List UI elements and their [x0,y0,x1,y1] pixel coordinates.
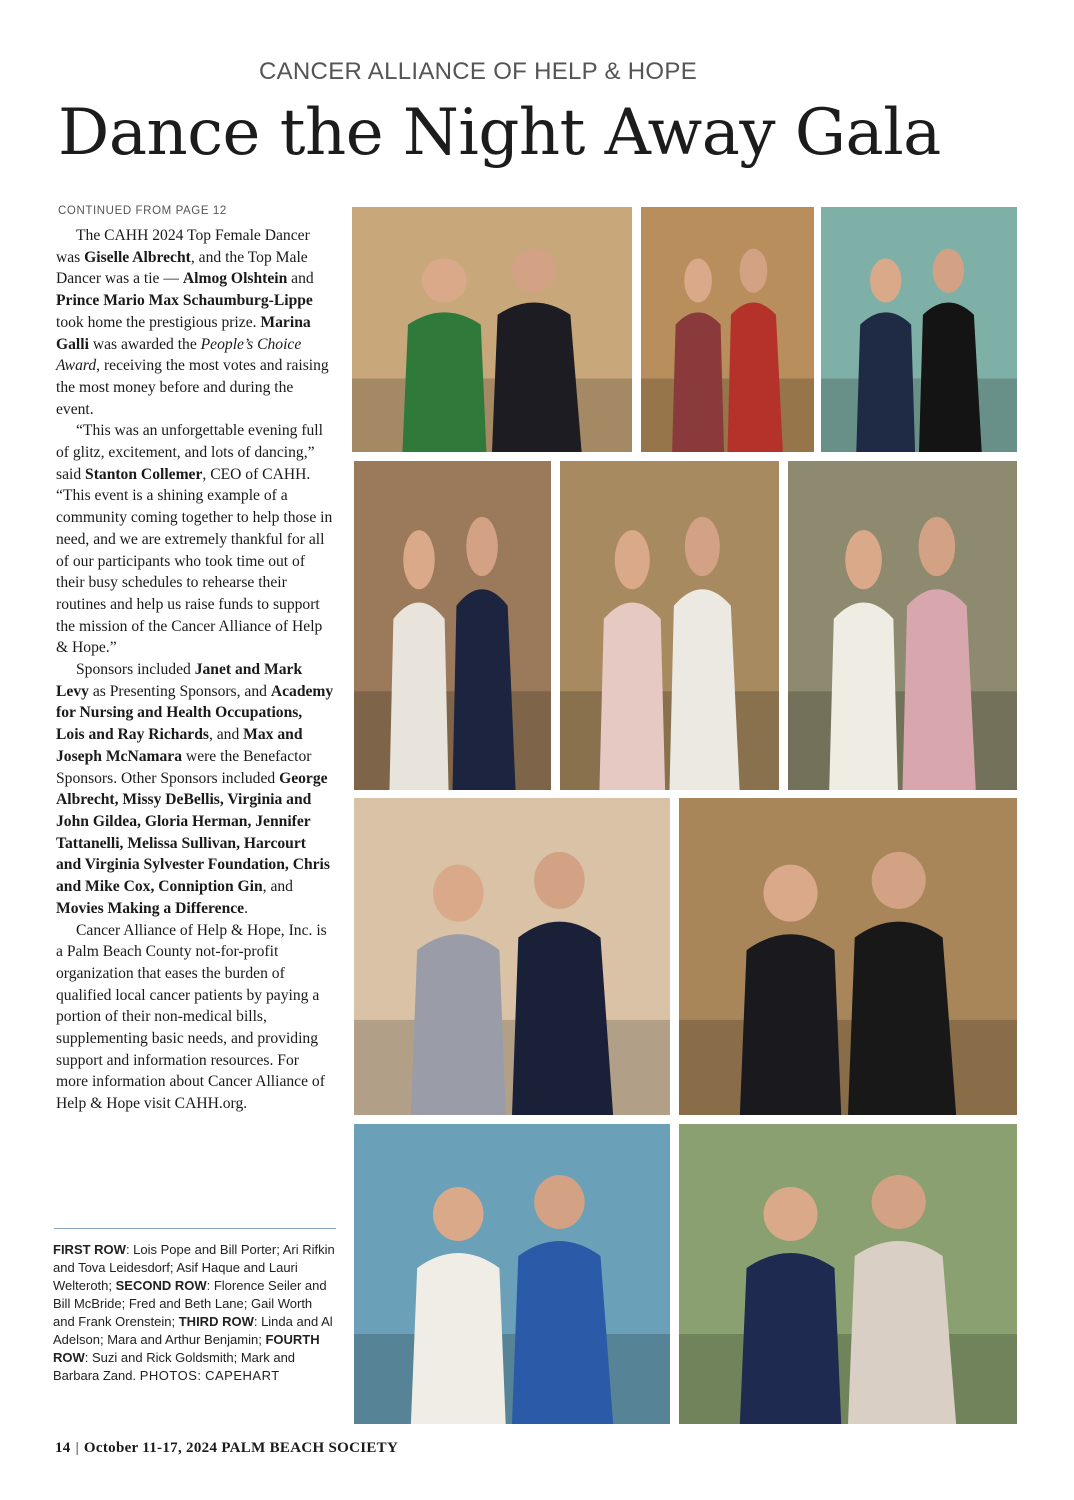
figure-body [672,312,724,452]
benefactor-sponsors-2: Max and Joseph McNamara [56,726,303,765]
benefactor-sponsors: Academy for Nursing and Health Occupations, Lois and Ray Richards [56,682,334,744]
sponsor-movies: Movies Making a Difference [56,899,245,917]
caption-divider [54,1228,336,1229]
figure-head [403,530,435,589]
figure-body [411,1253,506,1424]
photo-floor [560,691,779,790]
figure-body [402,312,486,452]
other-sponsors: George Albrecht, Missy DeBellis, Virginia and John Gildea, Gloria Herman, Jennifer Tattanelli, Melissa Sullivan, Harcourt and Virginia Sylvester Foundation, Chris and Mike Cox, Conniption Gin [56,769,330,896]
figure-head [534,1175,585,1229]
figure-body [512,1241,613,1424]
article-body [56,225,334,1115]
caption-text: : Florence Seiler and Bill McBride; Fred and Beth Lane; Gail Worth and Frank Orenstein; [53,1278,327,1329]
figure-body [848,922,956,1115]
text-run: The CAHH 2024 Top Female Dancer was [56,227,310,266]
figure-head [615,530,650,589]
photo-image [352,207,632,452]
publication-name: PALM BEACH SOCIETY [221,1440,399,1456]
name-giselle-albrecht: Giselle Albrecht [84,248,191,266]
figure-head [919,517,956,576]
photo-image [821,207,1017,452]
name-stanton-collemer: Stanton Collemer [85,465,203,483]
photo-floor [354,1334,670,1424]
figure-head [684,258,712,302]
page-title: Dance the Night Away Gala [58,96,941,170]
figure-body [670,589,740,790]
photo-credit-label: PHOTOS: [139,1368,202,1383]
figure-body [389,602,448,790]
photo-image [354,798,670,1115]
photo-suzi-rick-goldsmith [354,1124,670,1424]
text-run: , CEO of CAHH. “This event is a shining example of a community coming together to help those in need, and we are extremely thankful for all of our participants who took time out of their busy schedules to rehearse their routines and help us raise funds to support the mission of the Cancer Alliance of Help & Hope.” [56,465,333,657]
name-marina-galli: Marina Galli [56,313,311,353]
award-name: People’s Choice Award [56,335,302,375]
photo-mark-barbara-zand [679,1124,1017,1424]
figure-head [764,865,818,922]
figure-head [422,258,467,302]
figure-body [848,1241,956,1424]
photo-floor [679,1020,1017,1115]
text-run: . [244,899,248,917]
photo-image [679,798,1017,1115]
caption-row-label: SECOND ROW [115,1278,207,1293]
figure-body [903,589,976,790]
photo-gail-worth-frank-orenstein [788,461,1017,790]
figure-body [492,303,582,452]
photo-fred-beth-lane [560,461,779,790]
figure-body [728,303,783,452]
presenting-sponsors: Janet and Mark Levy [56,661,303,700]
issue-date: October 11-17, 2024 [83,1440,218,1456]
text-run: , receiving the most votes and raising the most money before and during the event. [56,357,329,418]
footer-separator: | [75,1440,79,1456]
photo-florence-seiler-bill-mcbride [354,461,551,790]
photo-floor [354,691,551,790]
figure-body [453,589,516,790]
page-footer [55,1440,398,1457]
photo-lois-pope-bill-porter [352,207,632,452]
text-run: , and [208,726,244,744]
text-run: were the Benefactor Sponsors. Other Sponsors included [56,747,312,787]
photo-ari-rifkin-tova-leidesdorf [641,207,814,452]
photo-linda-al-adelson [354,798,670,1115]
figure-head [433,865,484,922]
paragraph-3 [56,659,334,919]
photo-captions [53,1241,337,1385]
continued-line: CONTINUED FROM PAGE 12 [58,205,227,217]
section-kicker: CANCER ALLIANCE OF HELP & HOPE [258,58,698,85]
figure-body [411,934,506,1115]
figure-body [599,602,665,790]
photo-image [679,1124,1017,1424]
text-run: as Presenting Sponsors, and [88,682,271,700]
figure-head [512,249,557,293]
photo-floor [641,379,814,453]
figure-body [856,312,915,452]
name-prince-mario: Prince Mario Max Schaumburg-Lippe [56,292,313,310]
caption-row-label: THIRD ROW [178,1314,254,1329]
caption-text: : Suzi and Rick Goldsmith; Mark and Barbara Zand. [53,1350,296,1383]
text-run: “This was an unforgettable evening full of glitz, excitement, and lots of dancing,” said [56,422,323,483]
figure-body [919,303,982,452]
caption-text: : Lois Pope and Bill Porter; Ari Rifkin and Tova Leidesdorf; Asif Haque and Lauri Welteroth; [53,1242,335,1293]
figure-head [845,530,882,589]
figure-head [764,1187,818,1241]
paragraph-4: Cancer Alliance of Help & Hope, Inc. is a Palm Beach County not-for-profit organization that eases the burden of qualified local cancer patients by paying a portion of their non-medical bills, supplementing basic needs, and providing support and information resources. For more information about Cancer Alliance of Help & Hope visit CAHH.org. [56,921,327,1113]
page-number: 14 [55,1440,71,1456]
caption-text: : Linda and Al Adelson; Mara and Arthur Benjamin; [53,1314,333,1347]
photo-image [354,461,551,790]
figure-head [933,249,964,293]
photo-asif-haque-lauri-welteroth [821,207,1017,452]
photo-floor [679,1334,1017,1424]
figure-body [829,602,898,790]
photo-image [788,461,1017,790]
photo-image [354,1124,670,1424]
caption-row-label: FIRST ROW [53,1242,126,1257]
photo-credit-name: CAPEHART [205,1368,280,1383]
photo-floor [821,379,1017,453]
paragraph-1 [56,225,334,420]
photo-image [560,461,779,790]
figure-body [740,1253,841,1424]
photo-floor [352,379,632,453]
text-run: and [287,270,314,288]
figure-head [740,249,768,293]
photo-floor [788,691,1017,790]
figure-head [433,1187,484,1241]
text-run: Sponsors included [76,661,195,679]
text-run: was awarded the [88,335,201,353]
figure-head [870,258,901,302]
text-run: , and the Top Male Dancer was a tie — [56,248,308,288]
name-almog-olshtein: Almog Olshtein [182,270,288,288]
paragraph-2 [56,420,334,659]
figure-body [740,934,841,1115]
figure-body [512,922,613,1115]
text-run: took home the prestigious prize. [56,313,261,331]
figure-head [872,1175,926,1229]
figure-head [466,517,498,576]
text-run: , and [262,878,293,896]
photo-mara-arthur-benjamin [679,798,1017,1115]
figure-head [872,852,926,909]
photo-floor [354,1020,670,1115]
caption-row-label: FOURTH ROW [53,1332,320,1365]
figure-head [685,517,720,576]
figure-head [534,852,585,909]
photo-image [641,207,814,452]
